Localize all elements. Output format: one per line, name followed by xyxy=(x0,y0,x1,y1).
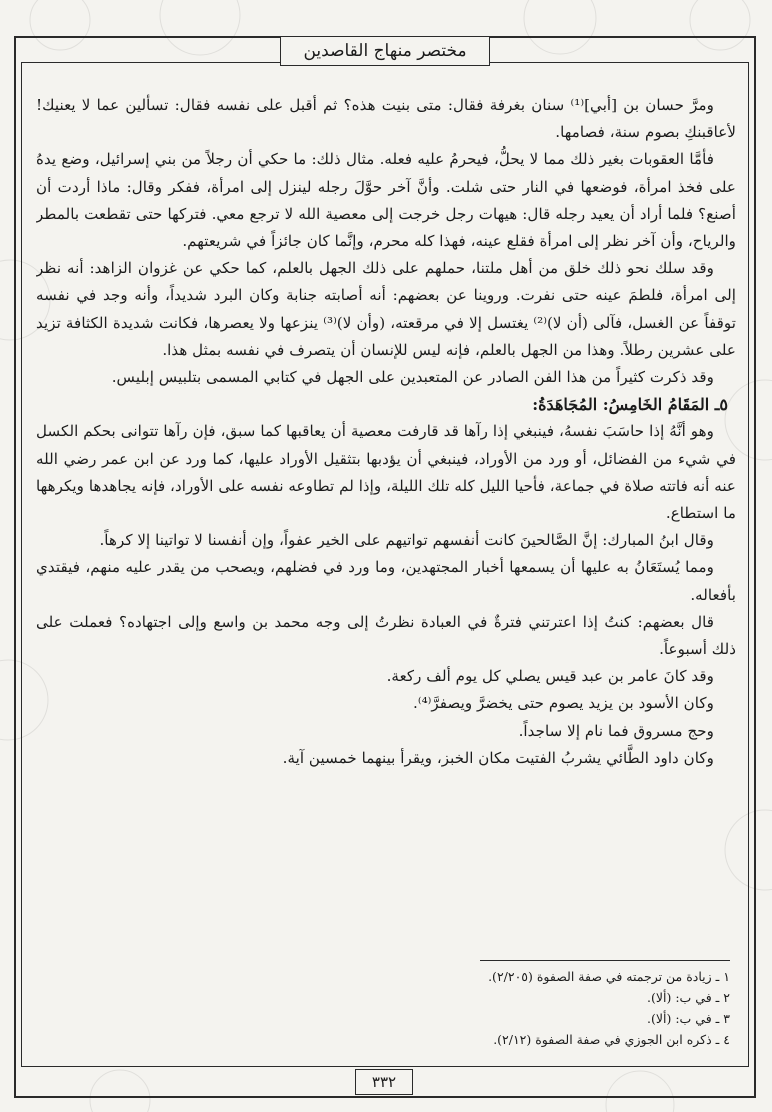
footnotes xyxy=(230,966,730,1050)
footnote: ٣ ـ في ب: (ألا). xyxy=(647,1011,730,1026)
paragraph: وحج مسروق فما نام إلا ساجداً. xyxy=(518,721,714,740)
paragraph: فأمَّا العقوبات بغير ذلك مما لا يحلُّ، فيحرمُ عليه فعله. مثال ذلك: ما حكي أن رجلاً من بني إسرائيل، وضع يدهُ على فخذ امرأة، فوضعها في النار حتى شلت. وأنَّ آخر حوَّلَ رجله لينزل إلى امرأة، ففكر وقال: ماذا أردت أن أصنع؟ فلما أراد أن يعيد رجله قال: هيهات رجل خرجت إلى معصية الله لا ترجع معي. فتركها حتى تقطعت بالمطر والرياح، وأن آخر نظر إلى امرأة فقلع عينه، فهذا كله محرم، وإنَّما كان جائزاً في شريعتهم. xyxy=(36,150,736,251)
paragraph: ومما يُستَعَانُ به عليها أن يسمعها أخبار المجتهدين، وما ورد في فضلهم، ويصحب من يقدر عليه منهم، فيقتدي بأفعاله. xyxy=(36,558,736,604)
footnote: ١ ـ زيادة من ترجمته في صفة الصفوة (٢/٢٠٥). xyxy=(488,969,730,984)
paragraph: وقد ذكرت كثيراً من هذا الفن الصادر عن المتعبدين على الجهل في كتابي المسمى بتلبيس إبليس. xyxy=(111,368,714,387)
footnote: ٢ ـ في ب: (ألا). xyxy=(647,990,730,1005)
paragraph: وكان داود الطَّائي يشربُ الفتيت مكان الخبز، ويقرأ بينهما خمسين آية. xyxy=(282,748,714,767)
footnote: ٤ ـ ذكره ابن الجوزي في صفة الصفوة (٢/١٢). xyxy=(493,1032,730,1047)
paragraph: وهو أنَّهُ إذا حاسَبَ نفسهُ، فينبغي إذا رآها قد قارفت معصية أن يعاقبها كما سبق، فإن رآها تتوانى بحكم الكسل في شيء من الفضائل، أو ورد من الأوراد، فينبغي أن يؤدبها بتثقيل الأوراد عليها، كما ورد عن ابن عمر رضي الله عنه أنه فاتته صلاة في جماعة، فأحيا الليل كله تلك الليلة، وإذا لم تطاوعه نفسه على الأوراد، فإنه يجاهدها ويكرهها ما استطاع. xyxy=(36,422,736,523)
paragraph: وقد سلك نحو ذلك خلق من أهل ملتنا، حملهم على ذلك الجهل بالعلم، كما حكي عن غزوان الزاهد: أنه نظر إلى امرأة، فلطمَ عينه حتى نفرت. وروينا عن بعضهم: أنه أصابته جنابة وكان البرد شديداً، وأنه وجد في نفسه توقفاً عن الغسل، فآلى (أن لا)⁽²⁾ يغتسل إلا في مرقعته، (وأن لا)⁽³⁾ ينزعها ولا يعصرها، فكانت شديدة الكثافة تزيد على عشرين رطلاً. وهذا من الجهل بالعلم، فإنه ليس للإنسان أن يتصرف في نفسه بمثل هذا. xyxy=(36,259,736,359)
section-heading: ٥ـ المَقَامُ الخَامِسُ: المُجَاهَدَةُ: xyxy=(532,395,728,415)
page-number: ٣٣٢ xyxy=(371,1073,397,1091)
main-text xyxy=(36,92,736,952)
running-header xyxy=(280,36,490,66)
paragraph: وقد كانَ عامر بن عبد قيس يصلي كل يوم ألف ركعة. xyxy=(386,667,714,686)
paragraph: قال بعضهم: كنتُ إذا اعترتني فترةٌ في العبادة نظرتُ إلى وجه محمد بن واسع وإلى اجتهاده؟ فعملت على ذلك أسبوعاً. xyxy=(36,612,736,659)
footnote-separator xyxy=(480,960,730,961)
paragraph: وكان الأسود بن يزيد يصوم حتى يخضرَّ ويصفرَّ⁽⁴⁾. xyxy=(413,694,714,713)
paragraph: ومرَّ حسان بن [أبي]⁽¹⁾ سنان بغرفة فقال: متى بنيت هذه؟ ثم أقبل على نفسه فقال: تسألين عما لا يعنيك! لأعاقبنكِ بصوم سنة، فصامها. xyxy=(36,96,736,142)
running-header-title: مختصر منهاج القاصدين xyxy=(303,41,467,61)
paragraph: وقال ابنُ المبارك: إنَّ الصَّالحينَ كانت أنفسهم تواتيهم على الخير عفواً، وإن أنفسنا لا تواتينا إلا كرهاً. xyxy=(99,531,714,550)
page-number-box xyxy=(355,1069,413,1095)
